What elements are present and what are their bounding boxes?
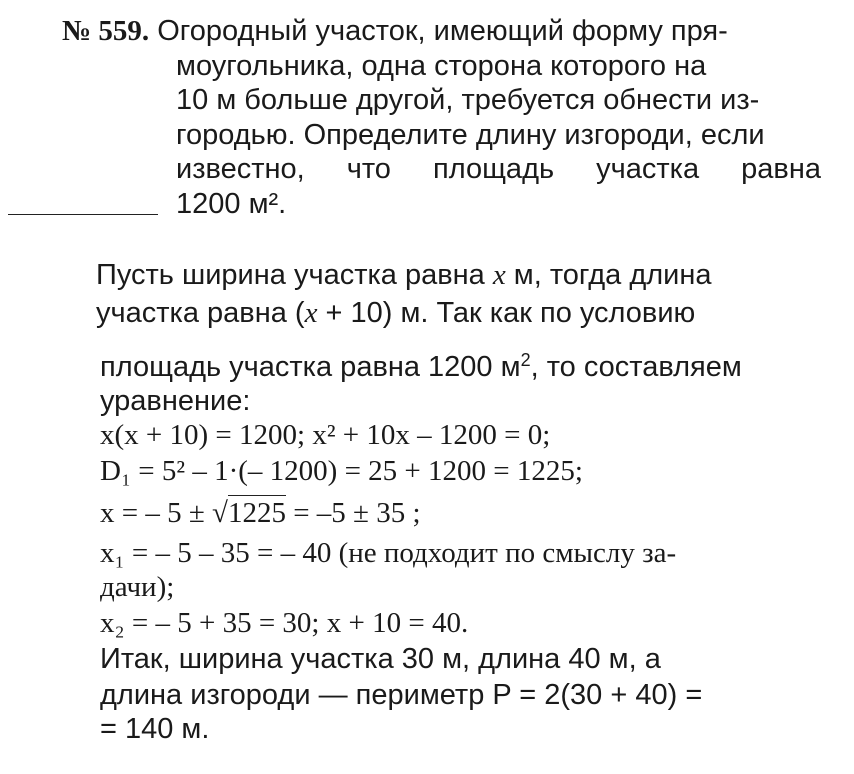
problem-line-5: известно, что площадь участка равна: [176, 153, 821, 185]
solution-line-1: Пусть ширина участка равна x м, тогда длина: [96, 259, 712, 291]
solution-line-4: уравнение:: [100, 385, 251, 417]
problem-number: № 559.: [62, 15, 150, 47]
problem-line-2: моугольника, одна сторона которого на: [176, 49, 707, 82]
equation-2: D₁ = 5² – 1·(– 1200) = 25 + 1200 = 1225;: [100, 455, 583, 487]
sqrt-radicand: 1225: [227, 497, 286, 529]
equation-1: x(x + 10) = 1200; x² + 10x – 1200 = 0;: [100, 419, 551, 451]
conclusion-line-1: Итак, ширина участка 30 м, длина 40 м, а: [100, 643, 661, 675]
problem-line-1: Огородный участок, имеющий форму пря-: [157, 15, 728, 47]
equation-3: x = – 5 ± √1225 = –5 ± 35 ;: [100, 497, 421, 529]
equation-4: x₁ = – 5 – 35 = – 40 (не подходит по смыслу за-: [100, 537, 677, 569]
separator-line: [8, 214, 158, 215]
conclusion-line-3: = 140 м.: [100, 713, 210, 745]
problem-line-4: городью. Определите длину изгороди, если: [176, 118, 765, 151]
conclusion-line-2: длина изгороди — периметр P = 2(30 + 40) =: [100, 679, 703, 711]
solution-line-3: площадь участка равна 1200 $м^2$, то составляем: [100, 350, 742, 383]
solution-line-2: участка равна (x + 10) м. Так как по условию: [96, 297, 696, 329]
problem-line-6: 1200 м².: [176, 187, 287, 220]
problem-statement: [62, 14, 821, 221]
equation-5: дачи);: [100, 571, 175, 603]
problem-line-3: 10 м больше другой, требуется обнести из-: [176, 84, 760, 116]
equation-6: x₂ = – 5 + 35 = 30; x + 10 = 40.: [100, 607, 469, 639]
